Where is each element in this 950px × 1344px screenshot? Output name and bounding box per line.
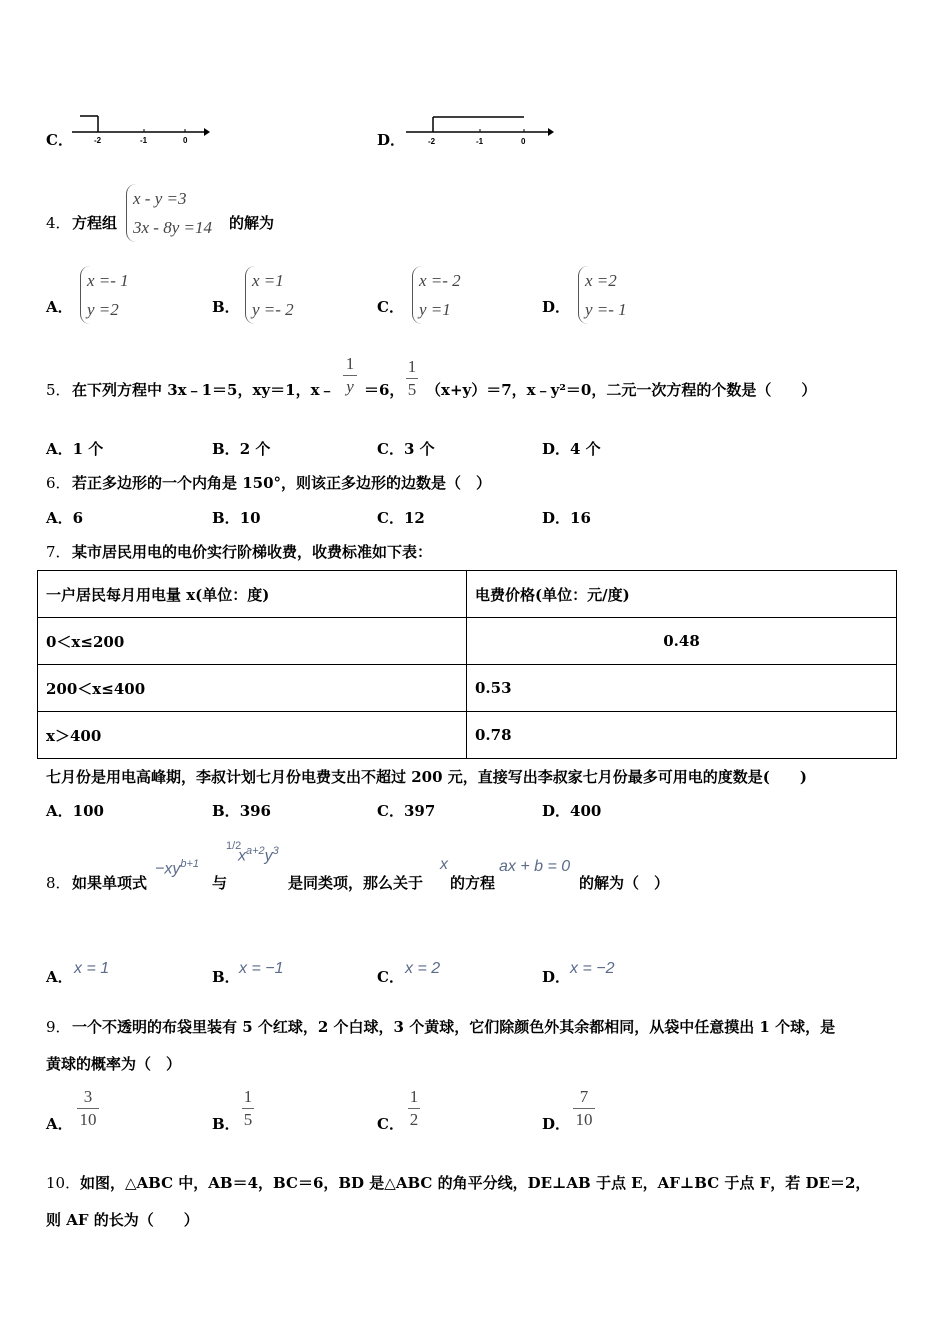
q4-option-b-system bbox=[245, 266, 294, 324]
q9-option-c-fraction: 1 2 bbox=[409, 1087, 419, 1129]
q8-text-3: 是同类项，那么关于 bbox=[288, 874, 424, 892]
q5-number: 5． bbox=[46, 381, 71, 399]
q9-option-c-label: C． bbox=[377, 1115, 404, 1133]
q8-monomial-2-coef: 1/2 bbox=[226, 840, 242, 852]
q3-option-c-label: C． bbox=[46, 131, 73, 149]
q9-option-d-fraction: 7 10 bbox=[572, 1086, 596, 1131]
table-row bbox=[38, 712, 897, 759]
q5-option-a: A．1 个 bbox=[46, 440, 104, 458]
q7-text: 某市居民用电的电价实行阶梯收费，收费标准如下表： bbox=[72, 543, 433, 561]
table-row bbox=[38, 665, 897, 712]
q9-line-1: 一个不透明的布袋里装有 5 个红球，2 个白球，3 个黄球，它们除颜色外其余都相同，从袋中任意摸出 1 个球，是 bbox=[72, 1018, 836, 1036]
q5-fraction-1-over-5: 1 5 bbox=[407, 357, 417, 399]
q9-option-b-label: B． bbox=[212, 1115, 240, 1133]
q6-option-a: A．6 bbox=[46, 509, 84, 527]
q8-variable-x: x bbox=[440, 856, 448, 873]
q3-option-d-label: D． bbox=[377, 131, 406, 149]
q8-option-c-math: x = 2 bbox=[405, 960, 441, 977]
q5-part2: ＝6， bbox=[364, 381, 405, 399]
q8-option-c-label: C． bbox=[377, 968, 404, 986]
q4-option-b-label: B． bbox=[212, 298, 240, 316]
table-cell: 0.48 bbox=[467, 618, 897, 665]
q5-option-d: D．4 个 bbox=[542, 440, 601, 458]
table-header-row bbox=[38, 571, 897, 618]
q4-option-a-line1: x =- 1 bbox=[87, 271, 129, 290]
table-row bbox=[38, 618, 897, 665]
q8-number: 8． bbox=[46, 874, 71, 892]
table-header-cell: 一户居民每月用电量 x(单位：度) bbox=[38, 571, 467, 618]
table-cell: 0.78 bbox=[467, 712, 897, 759]
q4-number: 4． bbox=[46, 214, 71, 232]
q9-option-a-fraction: 3 10 bbox=[76, 1086, 100, 1131]
q6-number: 6． bbox=[46, 474, 71, 492]
q4-option-c-label: C． bbox=[377, 298, 404, 316]
q9-number: 9． bbox=[46, 1018, 71, 1036]
q8-option-a-math: x = 1 bbox=[74, 960, 110, 977]
tick-label: -1 bbox=[140, 136, 148, 145]
q8-option-d-math: x = −2 bbox=[570, 960, 615, 977]
q4-system-eq2: 3x - 8y =14 bbox=[133, 218, 212, 237]
q6-option-d: D．16 bbox=[542, 509, 591, 527]
q5-option-c: C．3 个 bbox=[377, 440, 435, 458]
q8-text-4: 的方程 bbox=[450, 874, 496, 892]
q8-option-b-math: x = −1 bbox=[239, 960, 284, 977]
q8-text-2: 与 bbox=[212, 874, 228, 892]
q8-option-d-label: D． bbox=[542, 968, 571, 986]
q4-option-b-line1: x =1 bbox=[252, 271, 284, 290]
q9-option-a-label: A． bbox=[46, 1115, 73, 1133]
table-cell: 200＜x≤400 bbox=[38, 665, 467, 712]
q7-option-b: B．396 bbox=[212, 802, 271, 820]
q4-option-d-line2: y =- 1 bbox=[585, 300, 627, 319]
q4-option-d-label: D． bbox=[542, 298, 571, 316]
q8-option-b-label: B． bbox=[212, 968, 240, 986]
q8-text-1: 如果单项式 bbox=[72, 874, 148, 892]
q5-fraction-1-over-y: 1 y bbox=[341, 353, 359, 398]
q4-stem-pre: 方程组 bbox=[72, 214, 118, 232]
tick-label: -2 bbox=[94, 136, 102, 145]
table-cell: x＞400 bbox=[38, 712, 467, 759]
q4-option-d-line1: x =2 bbox=[585, 271, 617, 290]
q5-part1: 在下列方程中 3x﹣1＝5，xy＝1，x﹣ bbox=[72, 381, 335, 399]
q4-stem-post: 的解为 bbox=[229, 214, 275, 232]
q8-monomial-1: $-xy^{b+1}$ bbox=[155, 858, 200, 878]
q9-option-b-fraction: 1 5 bbox=[243, 1087, 253, 1129]
q3-option-c-numberline bbox=[72, 110, 212, 150]
q7-followup: 七月份是用电高峰期，李叔计划七月份电费支出不超过 200 元，直接写出李叔家七月份最多可用电的度数是( ) bbox=[46, 768, 807, 786]
q9-line-2: 黄球的概率为（ ） bbox=[46, 1055, 182, 1073]
q7-number: 7． bbox=[46, 543, 71, 561]
q6-option-b: B．10 bbox=[212, 509, 261, 527]
q10-number: 10． bbox=[46, 1174, 81, 1192]
electricity-fee-table bbox=[37, 570, 897, 759]
q4-option-c-line1: x =- 2 bbox=[419, 271, 461, 290]
q4-option-a-system bbox=[80, 266, 129, 324]
q4-option-c-system bbox=[412, 266, 461, 324]
q4-system bbox=[126, 184, 212, 242]
q5-part3: （x+y）＝7，x﹣y²＝0，二元一次方程的个数是（ ） bbox=[426, 381, 817, 399]
table-cell: 0.53 bbox=[467, 665, 897, 712]
q4-option-a-line2: y =2 bbox=[87, 300, 119, 319]
q4-system-eq1: x - y =3 bbox=[133, 189, 187, 208]
q3-option-d-numberline bbox=[402, 110, 557, 152]
q8-equation: ax + b = 0 bbox=[499, 858, 571, 875]
q4-option-d-system bbox=[578, 266, 627, 324]
q8-option-a-label: A． bbox=[46, 968, 73, 986]
tick-label: -2 bbox=[428, 137, 436, 146]
q9-option-d-label: D． bbox=[542, 1115, 571, 1133]
q6-option-c: C．12 bbox=[377, 509, 425, 527]
q6-text: 若正多边形的一个内角是 150°，则该正多边形的边数是（ ） bbox=[72, 474, 492, 492]
tick-label: 0 bbox=[521, 137, 526, 146]
q4-option-a-label: A． bbox=[46, 298, 73, 316]
q10-line-1: 如图，△ABC 中，AB＝4，BC＝6，BD 是△ABC 的角平分线，DE⊥AB 于点 E，AF⊥BC 于点 F，若 DE＝2， bbox=[80, 1174, 871, 1192]
tick-label: -1 bbox=[476, 137, 484, 146]
q7-option-d: D．400 bbox=[542, 802, 602, 820]
q7-option-a: A．100 bbox=[46, 802, 104, 820]
table-cell: 0＜x≤200 bbox=[38, 618, 467, 665]
q4-option-b-line2: y =- 2 bbox=[252, 300, 294, 319]
q8-text-5: 的解为（ ） bbox=[579, 874, 670, 892]
table-header-cell: 电费价格(单位：元/度) bbox=[467, 571, 897, 618]
q4-option-c-line2: y =1 bbox=[419, 300, 451, 319]
q10-line-2: 则 AF 的长为（ ） bbox=[46, 1211, 199, 1229]
q5-option-b: B．2 个 bbox=[212, 440, 271, 458]
q7-option-c: C．397 bbox=[377, 802, 436, 820]
q8-monomial-2: $x^{a+2}y^3$ bbox=[238, 845, 279, 865]
tick-label: 0 bbox=[183, 136, 188, 145]
